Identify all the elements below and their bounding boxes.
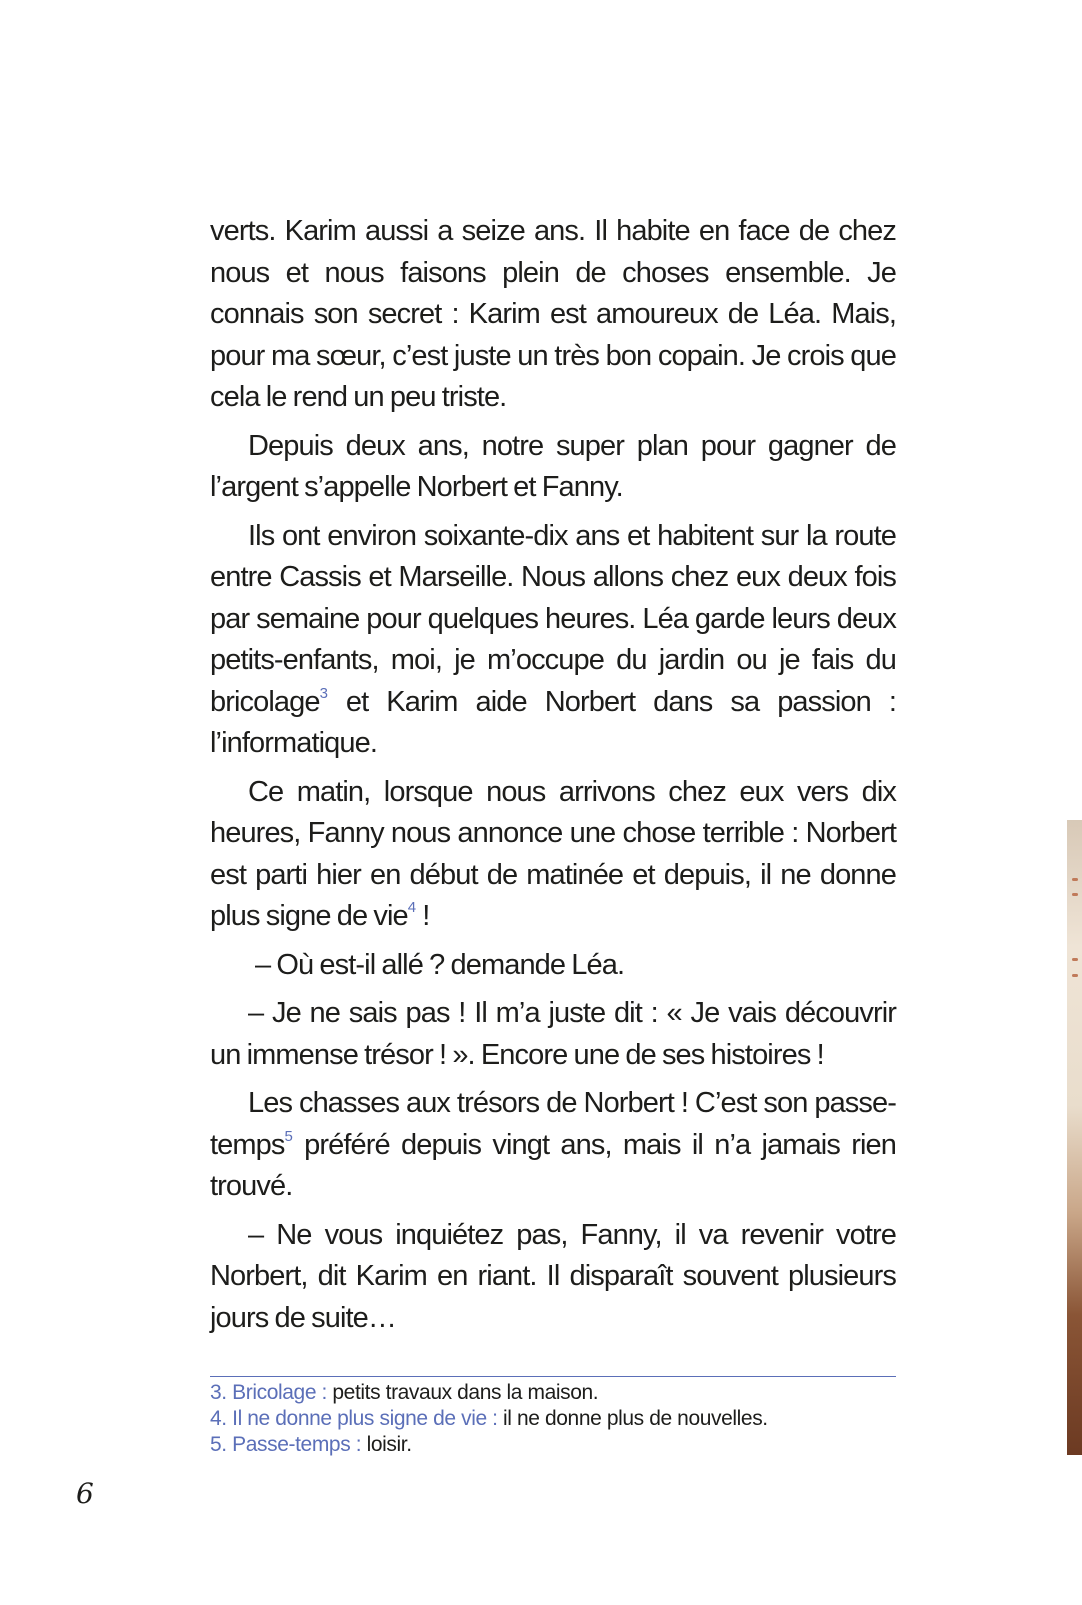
footnote-term: 5. Passe-temps :: [210, 1433, 362, 1456]
illustration-mark: [1072, 974, 1078, 977]
page-body: [210, 211, 896, 1346]
footnote-divider: [210, 1376, 896, 1377]
paragraph-7: Les chasses aux trésors de Norbert ! C’est son passe-temps$^5$ préféré depuis vingt ans, mais il n’a jamais rien trouvé.: [210, 1087, 896, 1202]
paragraph-6: – Je ne sais pas ! Il m’a juste dit : « Je vais découvrir un immense trésor ! ». Encore une de ses histoires !: [210, 997, 896, 1071]
facing-page-illustration-edge: [1067, 820, 1082, 1455]
footnote-definition: loisir.: [361, 1433, 412, 1456]
paragraph-3: Ils ont environ soixante-dix ans et habitent sur la route entre Cassis et Marseille. Nous allons chez eux deux fois par semaine pour quelques heures. Léa garde leurs deux petits-enfants, moi, je m’occupe du jardin ou je fais du bricolage$^3$ et Karim aide Norbert dans sa passion : l’informatique.: [210, 519, 896, 759]
footnote-ref-4[interactable]: 4: [407, 899, 417, 916]
illustration-mark: [1072, 878, 1078, 881]
paragraph-8: – Ne vous inquiétez pas, Fanny, il va revenir votre Norbert, dit Karim en riant. Il disparaît souvent plusieurs jours de suite…: [210, 1218, 896, 1334]
footnote-ref-5[interactable]: 5: [284, 1127, 293, 1145]
page-number: 6: [76, 1477, 94, 1510]
paragraph-4: Ce matin, lorsque nous arrivons chez eux vers dix heures, Fanny nous annonce une chose terrible : Norbert est parti hier en début de matinée et depuis, il ne donne plus signe de vie$^4$ !: [210, 775, 896, 932]
illustration-mark: [1072, 893, 1078, 896]
illustration-mark: [1072, 958, 1078, 961]
footnote-term: 4. Il ne donne plus signe de vie :: [210, 1407, 498, 1430]
footnote-ref-3[interactable]: 3: [319, 684, 328, 702]
footnotes: [210, 1380, 896, 1458]
footnote-definition: il ne donne plus de nouvelles.: [497, 1407, 768, 1430]
paragraph-2: Depuis deux ans, notre super plan pour gagner de l’argent s’appelle Norbert et Fanny.: [210, 429, 896, 503]
paragraph-5: – Où est-il allé ? demande Léa.: [255, 948, 625, 981]
footnote-term: 3. Bricolage :: [210, 1381, 327, 1404]
footnote-3: [210, 1380, 896, 1406]
footnote-definition: petits travaux dans la maison.: [326, 1381, 599, 1404]
footnote-4: [210, 1406, 896, 1432]
footnote-5: [210, 1432, 896, 1458]
paragraph-1: verts. Karim aussi a seize ans. Il habite en face de chez nous et nous faisons plein de choses ensemble. Je connais son secret : Karim est amoureux de Léa. Mais, pour ma sœur, c’est juste un très bon copain. Je crois que cela le rend un peu triste.: [210, 215, 896, 413]
